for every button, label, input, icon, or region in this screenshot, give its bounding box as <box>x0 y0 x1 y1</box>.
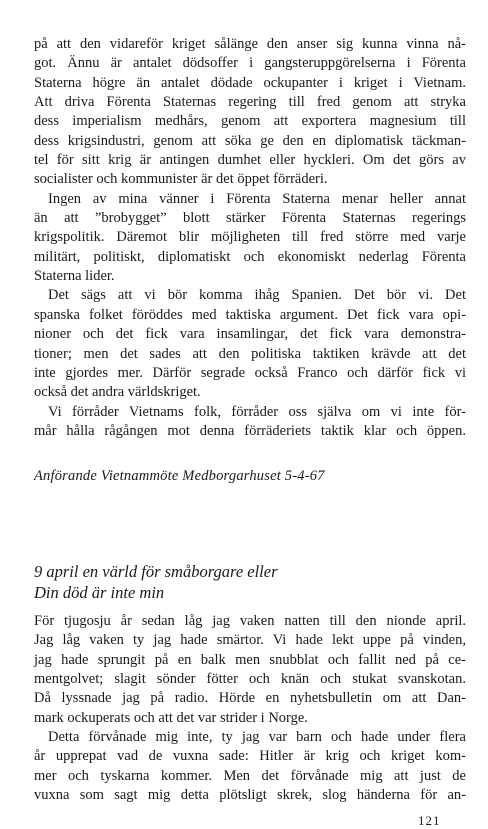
text-line: år upprepat vad de vuxna sade: Hitler är krig och kriget kom- <box>34 748 466 765</box>
text-line: dess krigsindustri, genom att söka ge den en diplomatisk täckman- <box>34 132 466 149</box>
text-line: Staterna högre än antalet dödade ockupanter i kriget i Vietnam. <box>34 74 466 91</box>
section-title <box>34 561 278 603</box>
text-line: vuxna som sagt mig detta plötsligt skrek, slog händerna för an- <box>34 787 466 804</box>
speech-paragraph <box>34 286 466 402</box>
text-line: militärt, politiskt, diplomatiskt och ekonomiskt nederlag Förenta <box>34 248 466 265</box>
speech-paragraph <box>34 190 466 287</box>
text-line: jag hade sprungit på en balk men snubblat och fallit ned på ce- <box>34 651 466 668</box>
text-line: mentgolvet; slagit sönder fötter och knän och stukat svanskotan. <box>34 671 466 688</box>
text-line: got. Ännu är antalet dödsoffer i gangsteruppgörelserna i Förenta <box>34 55 466 72</box>
section-title-line: Din död är inte min <box>34 583 165 602</box>
speech-attribution: Anförande Vietnammöte Medborgarhuset 5-4-67 <box>34 468 325 484</box>
text-line: mår hålla rågången mot denna förräderiets taktik klar och öppen. <box>34 422 466 439</box>
section-title-line: 9 april en värld för småborgare eller <box>34 562 278 581</box>
speech-paragraph <box>34 403 466 442</box>
page-number: 121 <box>418 813 441 828</box>
text-line: inte gjordes mer. Därför segrade också Franco och därför fick vi <box>34 364 466 381</box>
text-line: dess imperialism medhårs, genom att exportera magnesium till <box>34 113 466 130</box>
text-line: mer och tyskarna kommer. Men det förvånade mig att just de <box>34 767 466 784</box>
text-line: nioner och det fick vara insamlingar, det fick vara demonstra- <box>34 326 466 343</box>
text-line: För tjugosju år sedan låg jag vaken natten till den nionde april. <box>34 613 466 629</box>
text-line: tel för sitt krig är antingen dumhet eller hyckleri. Om det görs av <box>34 152 466 169</box>
text-line: Då lyssnade jag på radio. Hörde en nyhetsbulletin om att Dan- <box>34 690 466 707</box>
text-line: tioner; men det sades att den politiska taktiken krävde att det <box>34 345 466 362</box>
text-line: mark ockuperats och att det var strider i Norge. <box>34 709 308 726</box>
text-line: spanska folket föröddes med taktiska argument. Det fick vara opi- <box>34 306 466 323</box>
text-line: på att den vidareför kriget sålänge den anser sig kunna vinna nå- <box>34 36 466 52</box>
speech-paragraph <box>34 35 466 190</box>
text-line: Staterna lider. <box>34 268 115 285</box>
text-line: krigspolitik. Däremot blir möjligheten till fred större med varje <box>34 229 466 246</box>
speech-text-block <box>34 35 466 441</box>
text-line: socialister och kommunister är det öppet förräderi. <box>34 171 328 188</box>
text-line: Vi förråder Vietnams folk, förråder oss själva om vi inte för- <box>48 403 466 420</box>
text-line: Ingen av mina vänner i Förenta Staterna menar heller annat <box>48 190 466 207</box>
section-paragraph <box>34 612 466 728</box>
text-line: Detta förvånade mig inte, ty jag var barn och hade under flera <box>48 729 466 746</box>
section-body-text <box>34 612 466 805</box>
text-line: också det andra världskriget. <box>34 384 201 401</box>
text-line: än att ”brobygget” blott stärker Förenta Staternas regerings <box>34 210 466 227</box>
text-line: Jag låg vaken ty jag hade smärtor. Vi hade lekt uppe på vinden, <box>34 632 466 649</box>
text-line: Att driva Förenta Staternas regering till fred genom att stryka <box>34 94 466 111</box>
section-paragraph <box>34 728 466 805</box>
text-line: Det sägs att vi bör komma ihåg Spanien. Det bör vi. Det <box>48 287 466 304</box>
